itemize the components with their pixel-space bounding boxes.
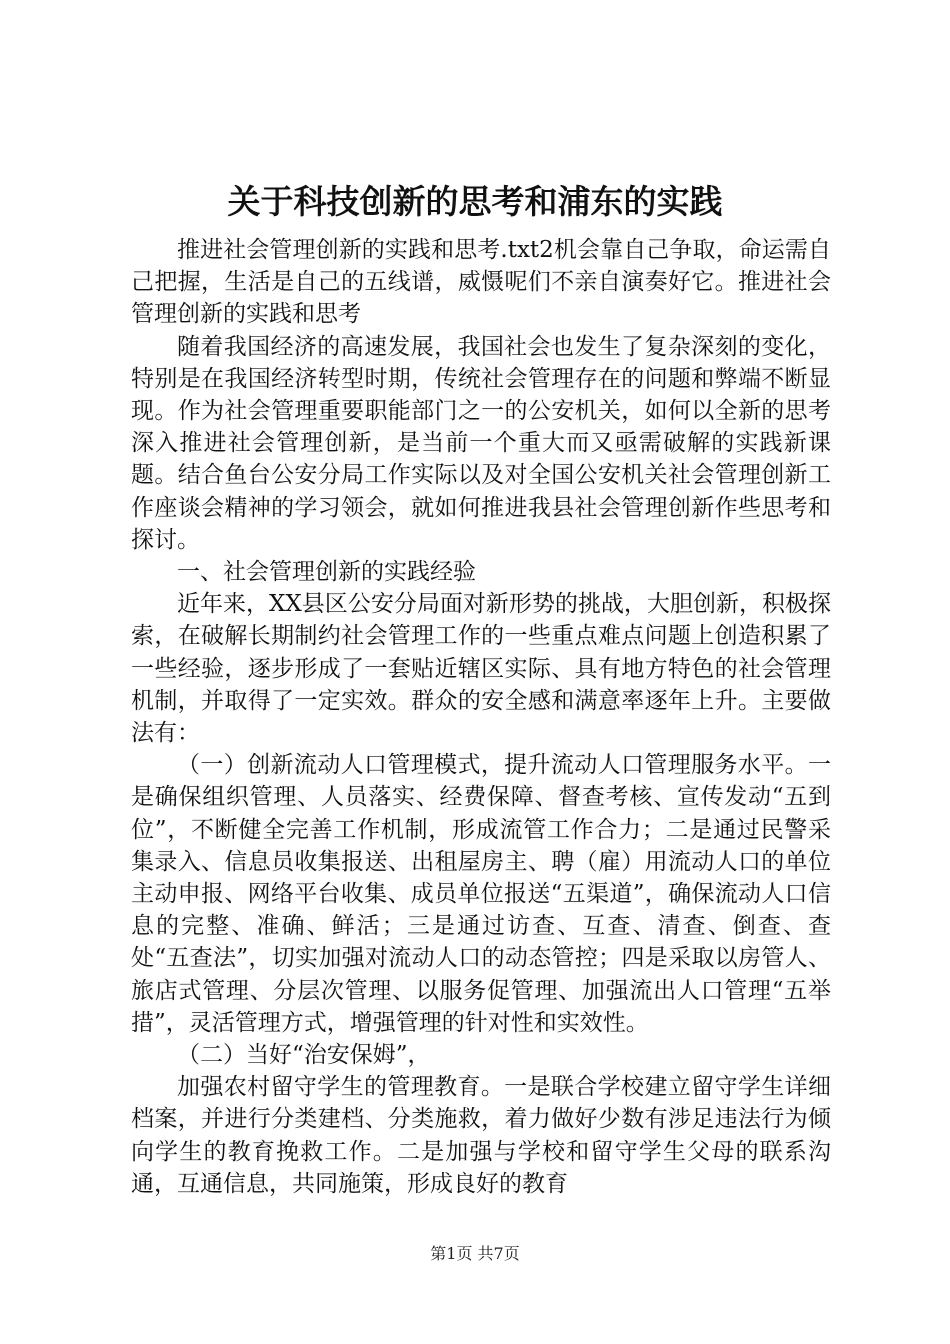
paragraph-experience: 近年来，XX县区公安分局面对新形势的挑战，大胆创新，积极探索，在破解长期制约社会管理工作的一些重点难点问题上创造积累了一些经验，逐步形成了一套贴近辖区实际、具有地方特色的社会管理机制，并取得了一定实效。群众的安全感和满意率逐年上升。主要做法有： — [131, 591, 831, 747]
paragraph-item-1: （一）创新流动人口管理模式，提升流动人口管理服务水平。一是确保组织管理、人员落实、经费保障、督查考核、宣传发动“五到位”，不断健全完善工作机制，形成流管工作合力；二是通过民警采集录入、信息员收集报送、出租屋房主、聘（雇）用流动人口的单位主动申报、网络平台收集、成员单位报送“五渠道”，确保流动人口信息的完整、准确、鲜活；三是通过访查、互查、清查、倒查、查处“五查法”，切实加强对流动人口的动态管控；四是采取以房管人、旅店式管理、分层次管理、以服务促管理、加强流出人口管理“五举措”，灵活管理方式，增强管理的针对性和实效性。 — [131, 752, 831, 1036]
section-heading-1: 一、社会管理创新的实践经验 — [177, 559, 476, 586]
paragraph-item-2-body: 加强农村留守学生的管理教育。一是联合学校建立留守学生详细档案，并进行分类建档、分类施救，着力做好少数有涉足违法行为倾向学生的教育挽救工作。二是加强与学校和留守学生父母的联系沟通，互通信息，共同施策，形成良好的教育 — [131, 1074, 831, 1197]
document-title: 关于科技创新的思考和浦东的实践 — [227, 182, 723, 221]
paragraph-background: 随着我国经济的高速发展，我国社会也发生了复杂深刻的变化，特别是在我国经济转型时期，传统社会管理存在的问题和弊端不断显现。作为社会管理重要职能部门之一的公安机关，如何以全新的思考深入推进社会管理创新，是当前一个重大而又亟需破解的实践新课题。结合鱼台公安分局工作实际以及对全国公安机关社会管理创新工作座谈会精神的学习领会，就如何推进我县社会管理创新作些思考和探讨。 — [131, 333, 831, 553]
page-number-footer: 第1页 共7页 — [430, 1244, 520, 1263]
paragraph-intro: 推进社会管理创新的实践和思考.txt2机会靠自己争取，命运需自己把握，生活是自己的五线谱，威慑呢们不亲自演奏好它。推进社会管理创新的实践和思考 — [131, 237, 831, 328]
document-body — [131, 234, 831, 1200]
paragraph-item-2-heading: （二）当好“治安保姆”， — [177, 1042, 431, 1069]
